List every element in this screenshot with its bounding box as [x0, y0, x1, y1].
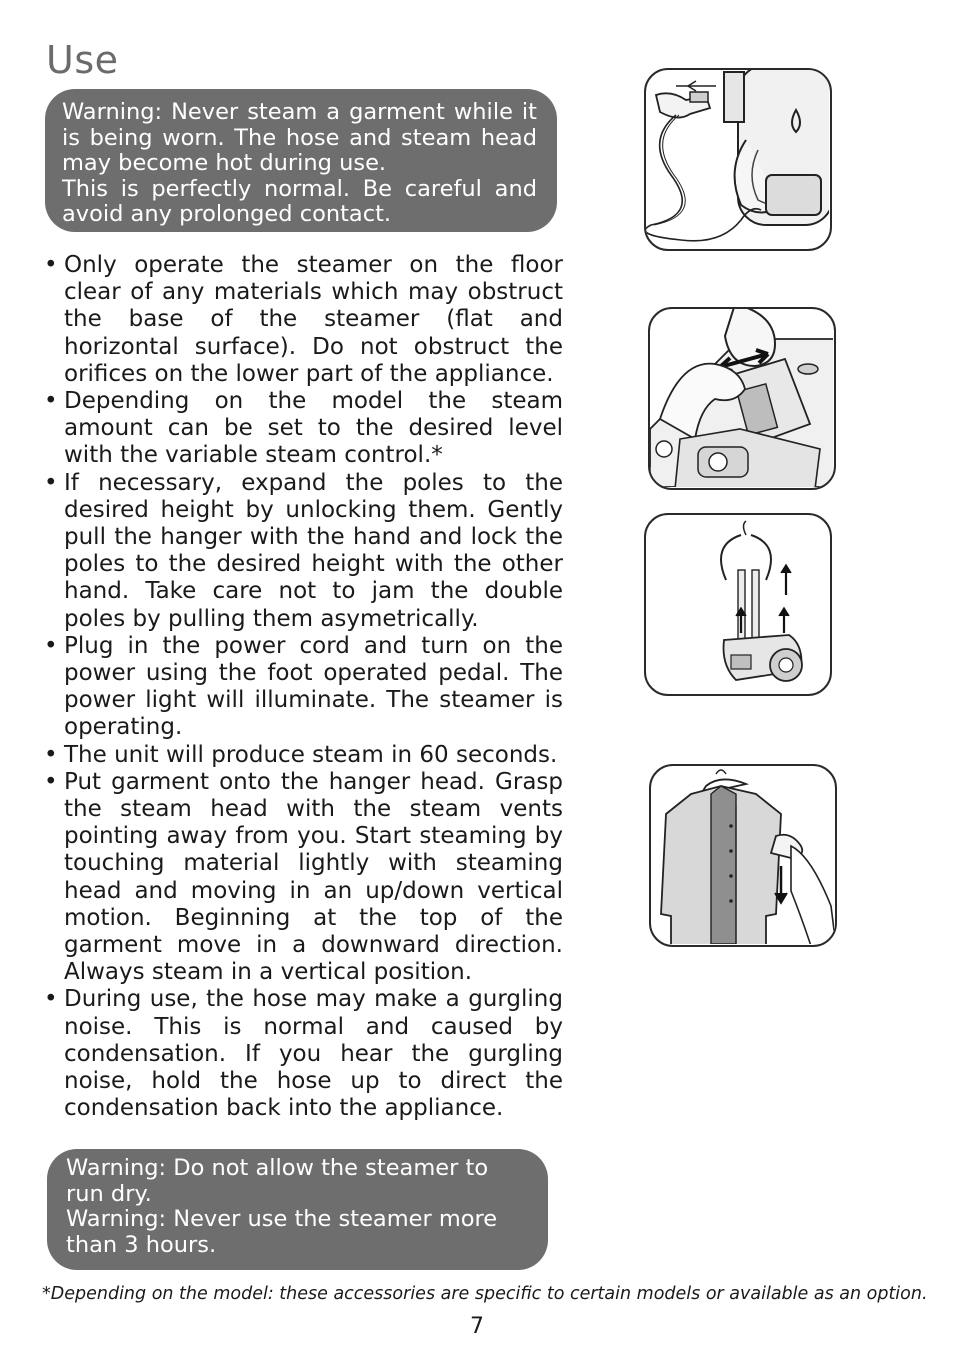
page-number: 7	[470, 1314, 484, 1339]
plug-power-cord-icon	[646, 70, 829, 248]
warning-text: Warning: Never use the steamer more than 3 hours.	[66, 1206, 498, 1258]
warning-text: Warning: Do not allow the steamer to run dry.	[66, 1155, 489, 1207]
warning-text: Warning: Never steam a garment while it is being worn. The hose and steam head may become hot during use.	[62, 99, 537, 176]
figure-steam-control	[648, 307, 836, 490]
figure-expand-poles	[644, 513, 832, 696]
figure-steaming-garment	[649, 764, 837, 947]
page-title: Use	[46, 38, 119, 82]
warning-box-bottom	[47, 1149, 548, 1270]
list-item: • Only operate the steamer on the floor clear of any materials which may obstruct the base of the steamer (flat and horizontal surface). Do not obstruct the orifices on the lower part of the appliance.	[44, 252, 563, 388]
list-item: • If necessary, expand the poles to the desired height by unlocking them. Gently pull the hanger with the hand and lock the poles to the desired height with the other hand. Take care not to jam the double poles by pulling them asymetrically.	[44, 470, 563, 633]
list-item: • The unit will produce steam in 60 seconds.	[44, 742, 563, 769]
footnote: *Depending on the model: these accessories are specific to certain models or available as an option.	[42, 1284, 928, 1304]
list-item: • Plug in the power cord and turn on the power using the foot operated pedal. The power light will illuminate. The steamer is operating.	[44, 633, 563, 742]
warning-box-top	[45, 89, 557, 232]
steaming-garment-icon	[651, 766, 834, 944]
list-item: • Put garment onto the hanger head. Grasp the steam head with the steam vents pointing away from you. Start steaming by touching material lightly with steaming head and moving in an up/down vertical motion. Beginning at the top of the garment move in a downward direction. Always steam in a vertical position.	[44, 769, 563, 987]
warning-text: This is perfectly normal. Be careful and avoid any prolonged contact.	[62, 175, 537, 227]
list-item: • During use, the hose may make a gurgling noise. This is normal and caused by condensation. If you hear the gurgling noise, hold the hose up to direct the condensation back into the appliance.	[44, 986, 563, 1122]
instruction-list	[44, 252, 563, 1123]
steam-control-dial-icon	[650, 309, 833, 487]
list-item: • Depending on the model the steam amount can be set to the desired level with the variable steam control.*	[44, 388, 563, 470]
expand-poles-icon	[646, 515, 829, 693]
figure-plug-in	[644, 68, 832, 251]
